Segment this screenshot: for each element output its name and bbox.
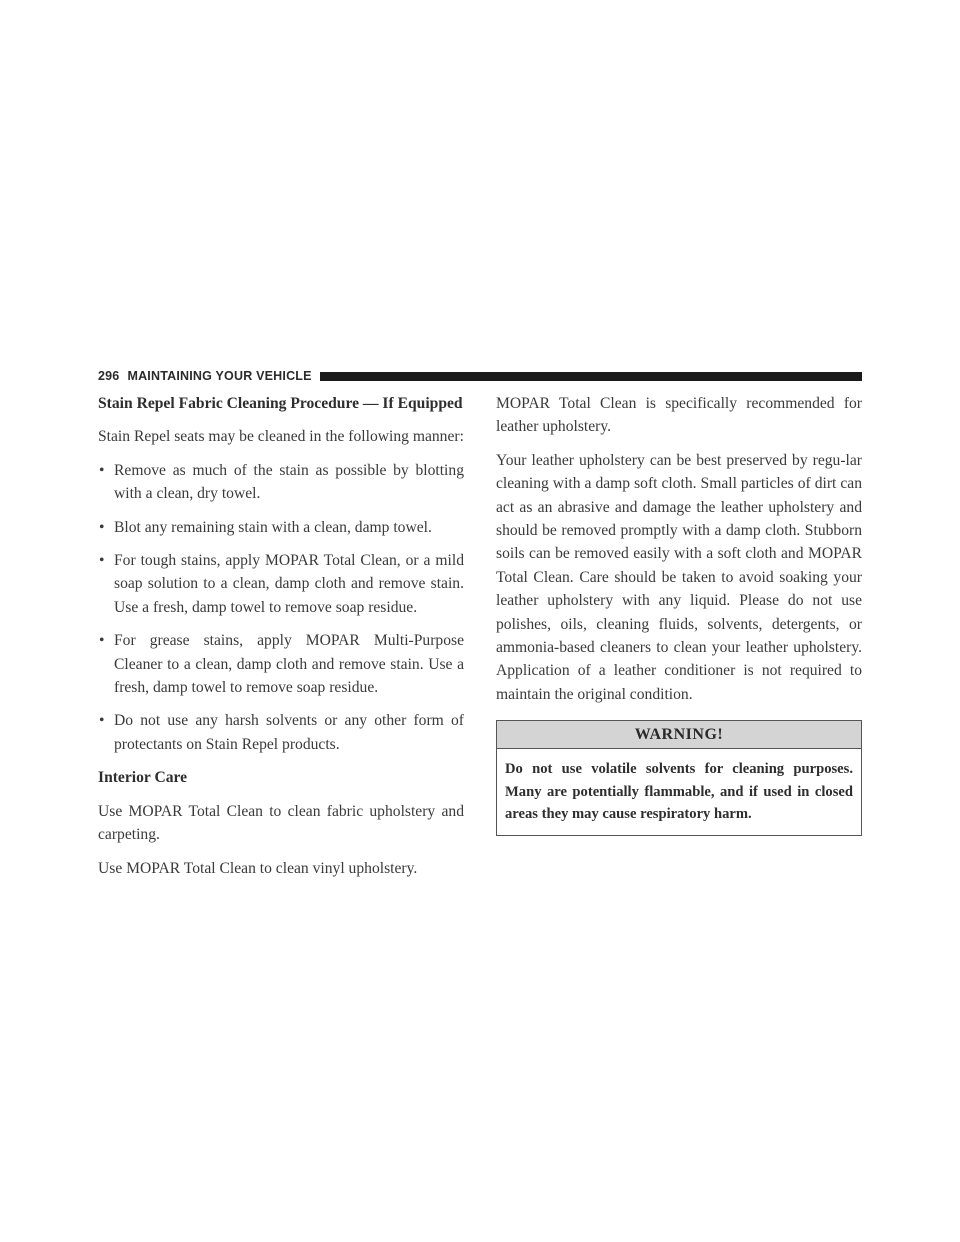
list-item — [98, 549, 464, 619]
leather-care-paragraph: Your leather upholstery can be best preserved by regu-lar cleaning with a damp soft cloth. Small particles of dirt can act as an abrasive and damage the leather upholstery and should be removed promptly with a damp cloth. Stubborn soils can be removed easily with a soft cloth and MOPAR Total Clean. Care should be taken to avoid soaking your leather upholstery with any liquid. Please do not use polishes, oils, cleaning fluids, solvents, detergents, or ammonia-based cleaners to clean your leather upholstery. Application of a leather conditioner is not required to maintain the original condition. — [496, 451, 862, 703]
stain-repel-bullet-list — [98, 459, 464, 756]
page-number: 296 — [98, 369, 120, 383]
header-rule — [320, 372, 862, 381]
bullet-icon: • — [99, 552, 105, 570]
section-title: MAINTAINING YOUR VEHICLE — [127, 369, 312, 383]
interior-care-paragraph-1: Use MOPAR Total Clean to clean fabric upholstery and carpeting. — [98, 802, 464, 844]
warning-title: WARNING! — [497, 721, 861, 749]
warning-box — [496, 720, 862, 836]
list-item-text: Do not use any harsh solvents or any other form of protectants on Stain Repel products. — [114, 712, 464, 753]
right-column — [496, 392, 862, 836]
bullet-icon: • — [99, 461, 105, 479]
leather-recommendation-paragraph: MOPAR Total Clean is specifically recommended for leather upholstery. — [496, 395, 862, 436]
list-item-text: Blot any remaining stain with a clean, damp towel. — [114, 518, 432, 536]
list-item — [98, 516, 464, 539]
warning-text: Do not use volatile solvents for cleaning purposes. Many are potentially flammable, and if used in closed areas they may cause respiratory harm. — [505, 761, 853, 823]
stain-repel-heading: Stain Repel Fabric Cleaning Procedure — If Equipped — [98, 395, 463, 412]
bullet-icon: • — [99, 712, 105, 730]
list-item-text: For grease stains, apply MOPAR Multi-Purpose Cleaner to a clean, damp cloth and remove stain. Use a fresh, damp towel to remove soap residue. — [114, 632, 464, 697]
list-item — [98, 459, 464, 506]
list-item — [98, 709, 464, 756]
left-column — [98, 392, 464, 890]
bullet-icon: • — [99, 518, 105, 536]
interior-care-heading: Interior Care — [98, 769, 188, 787]
bullet-icon: • — [99, 632, 105, 650]
list-item — [98, 629, 464, 699]
list-item-text: Remove as much of the stain as possible by blotting with a clean, dry towel. — [114, 461, 464, 503]
interior-care-paragraph-2: Use MOPAR Total Clean to clean vinyl upholstery. — [98, 859, 418, 877]
list-item-text: For tough stains, apply MOPAR Total Clean, or a mild soap solution to a clean, damp cloth and remove stain. Use a fresh, damp towel to remove soap residue. — [114, 552, 464, 616]
page-header — [98, 366, 862, 386]
stain-repel-intro: Stain Repel seats may be cleaned in the following manner: — [98, 428, 464, 446]
